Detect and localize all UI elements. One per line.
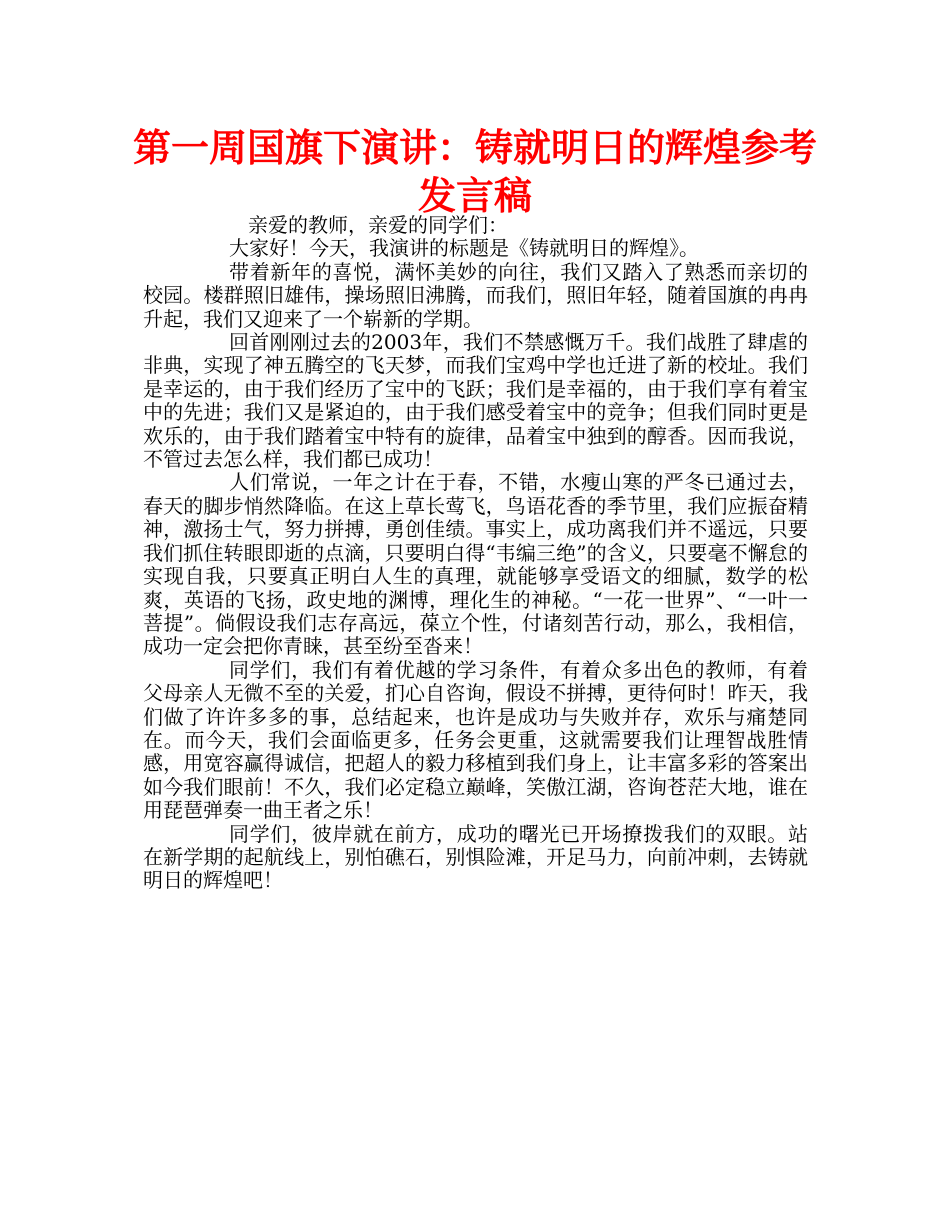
paragraph-new-year: 带着新年的喜悦，满怀美妙的向往，我们又踏入了熟悉而亲切的校园。楼群照旧雄伟，操场照旧沸腾，而我们，照旧年轻，随着国旗的冉冉升起，我们又迎来了一个崭新的学期。 (143, 259, 808, 331)
paragraph-spring: 人们常说，一年之计在于春，不错，水瘦山寒的严冬已通过去，春天的脚步悄然降临。在这上草长莺飞，鸟语花香的季节里，我们应振奋精神，激扬士气，努力拼搏，勇创佳绩。事实上，成功离我们并不遥远，只要我们抓住转眼即逝的点滴，只要明白得“韦编三绝”的含义，只要毫不懈怠的实现自我，只要真正明白人生的真理，就能够享受语文的细腻，数学的松爽，英语的飞扬，政史地的渊博，理化生的神秘。“一花一世界”、“一叶一菩提”。倘假设我们志存高远，葆立个性，付诸刻苦行动，那么，我相信，成功一定会把你青睐，甚至纷至沓来！ (143, 470, 808, 659)
paragraph-conditions: 同学们，我们有着优越的学习条件，有着众多出色的教师，有着父母亲人无微不至的关爱，扪心自咨询，假设不拼搏，更待何时！昨天，我们做了许许多多的事，总结起来，也许是成功与失败并存，欢乐与痛楚同在。而今天，我们会面临更多，任务会更重，这就需要我们让理智战胜情感，用宽容赢得诚信，把超人的毅力移植到我们身上，让丰富多彩的答案出如今我们眼前！不久，我们必定稳立巅峰，笑傲江湖，咨询苍茫大地，谁在用琵琶弹奏一曲王者之乐！ (143, 657, 808, 823)
paragraph-review-2003: 回首刚刚过去的2003年，我们不禁感慨万千。我们战胜了肆虐的非典，实现了神五腾空的飞天梦，而我们宝鸡中学也迁进了新的校址。我们是幸运的，由于我们经历了宝中的飞跃；我们是幸福的，由于我们享有着宝中的先进；我们又是紧迫的，由于我们感受着宝中的竞争；但我们同时更是欢乐的，由于我们踏着宝中特有的旋律，品着宝中独到的醇香。因而我说，不管过去怎么样，我们都已成功！ (143, 330, 808, 472)
document-title: 第一周国旗下演讲：铸就明日的辉煌参考发言稿 (132, 126, 817, 218)
document-body (143, 214, 808, 893)
paragraph-opening: 大家好！今天，我演讲的标题是《铸就明日的辉煌》。 (229, 236, 699, 261)
paragraph-greeting: 亲爱的教师，亲爱的同学们： (248, 213, 508, 237)
paragraph-closing: 同学们，彼岸就在前方，成功的曙光已开场撩拨我们的双眼。站在新学期的起航线上，别怕礁石，别惧险滩，开足马力，向前冲刺，去铸就明日的辉煌吧！ (143, 821, 808, 893)
